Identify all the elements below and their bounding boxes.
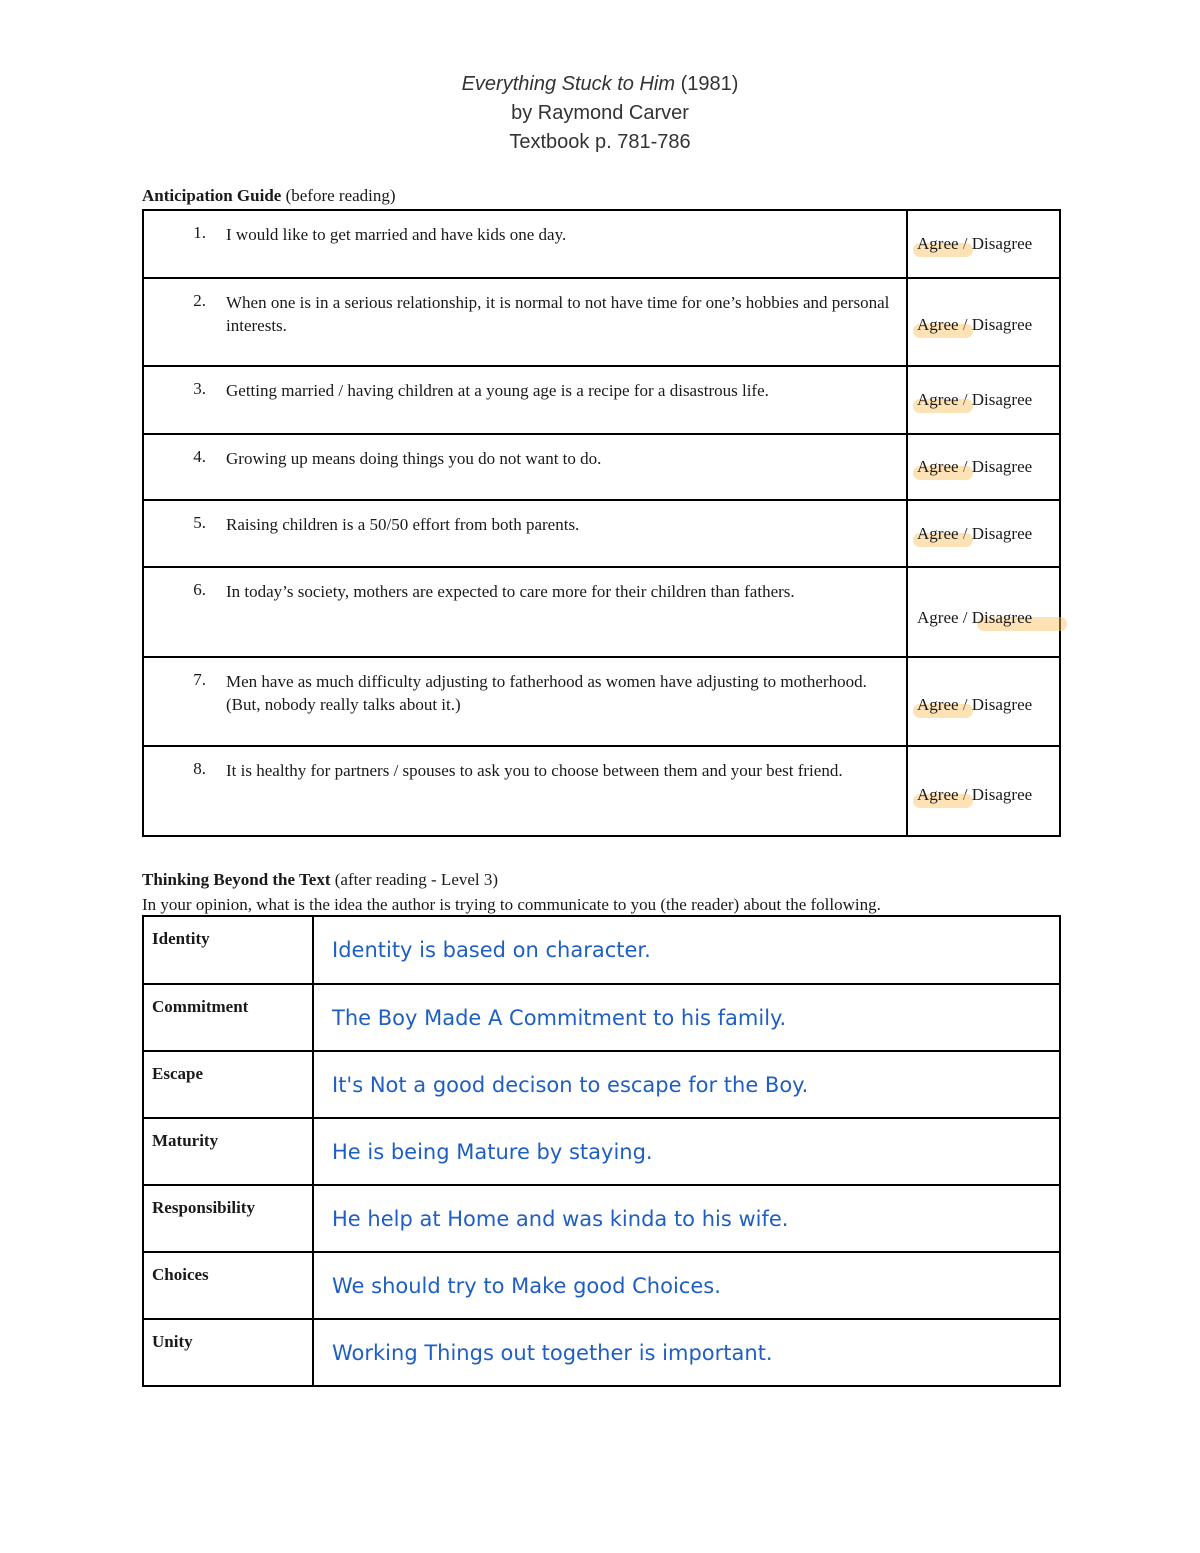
agree-disagree-cell[interactable] [907, 366, 1060, 434]
statement-text: Getting married / having children at a young age is a recipe for a disastrous life. [226, 381, 769, 400]
story-title: Everything Stuck to Him [461, 73, 676, 95]
guide-row [143, 500, 1060, 567]
thinking-row [143, 1252, 1060, 1319]
separator: / [962, 390, 968, 409]
guide-row [143, 366, 1060, 434]
theme-label: Unity [143, 1319, 313, 1386]
thinking-row [143, 1185, 1060, 1252]
disagree-option[interactable]: Disagree [971, 695, 1033, 714]
agree-option[interactable]: Agree [917, 457, 959, 476]
thinking-title: Thinking Beyond the Text [142, 870, 331, 889]
statement-cell [143, 657, 907, 746]
theme-label: Responsibility [143, 1185, 313, 1252]
answer-text[interactable]: We should try to Make good Choices. [313, 1252, 1060, 1319]
guide-row [143, 210, 1060, 278]
separator: / [962, 695, 968, 714]
textbook-pages: Textbook p. 781-786 [509, 131, 691, 153]
statement-number: 6. [193, 580, 206, 599]
separator: / [962, 457, 968, 476]
statement-text: When one is in a serious relationship, it is normal to not have time for one’s hobbies and personal interests. [226, 293, 890, 335]
disagree-option[interactable]: Disagree [971, 234, 1033, 253]
thinking-subtitle: (after reading - Level 3) [334, 870, 499, 889]
answer-text[interactable]: It's Not a good decison to escape for the Boy. [313, 1051, 1060, 1118]
statement-text: Raising children is a 50/50 effort from both parents. [226, 515, 580, 534]
thinking-table [142, 915, 1061, 1387]
disagree-option[interactable]: Disagree [971, 390, 1033, 409]
separator: / [962, 523, 968, 543]
theme-label: Maturity [143, 1118, 313, 1185]
agree-option[interactable]: Agree [917, 315, 959, 334]
disagree-option[interactable]: Disagree [971, 523, 1033, 543]
agree-option[interactable]: Agree [917, 390, 959, 409]
agree-disagree-cell[interactable] [907, 434, 1060, 500]
statement-number: 4. [193, 447, 206, 466]
statement-text: Growing up means doing things you do not want to do. [226, 449, 602, 468]
thinking-row [143, 984, 1060, 1051]
thinking-row [143, 1118, 1060, 1185]
guide-row [143, 278, 1060, 366]
statement-number: 7. [193, 670, 206, 689]
anticipation-title: Anticipation Guide [142, 186, 282, 205]
thinking-heading [142, 867, 881, 917]
theme-label: Escape [143, 1051, 313, 1118]
statement-number: 2. [193, 291, 206, 310]
statement-cell [143, 567, 907, 657]
statement-text: In today’s society, mothers are expected to care more for their children than fathers. [226, 582, 795, 601]
thinking-prompt: In your opinion, what is the idea the author is trying to communicate to you (the reader) about the following. [142, 895, 881, 914]
document-header [0, 70, 1200, 157]
theme-label: Commitment [143, 984, 313, 1051]
agree-option[interactable]: Agree [917, 785, 959, 804]
theme-label: Identity [143, 916, 313, 984]
answer-text[interactable]: He is being Mature by staying. [313, 1118, 1060, 1185]
agree-disagree-cell[interactable] [907, 500, 1060, 567]
disagree-option[interactable]: Disagree [971, 457, 1033, 476]
statement-number: 3. [193, 379, 206, 398]
statement-number: 1. [193, 223, 206, 242]
anticipation-heading [142, 186, 396, 206]
agree-option[interactable]: Agree [917, 523, 959, 543]
guide-row [143, 746, 1060, 836]
statement-number: 8. [193, 759, 206, 778]
separator: / [962, 234, 968, 253]
thinking-row [143, 1319, 1060, 1386]
statement-text: Men have as much difficulty adjusting to fatherhood as women have adjusting to motherhood. (But, nobody really talks about it.) [226, 672, 867, 714]
statement-number: 5. [193, 513, 206, 532]
anticipation-table [142, 209, 1061, 837]
separator: / [962, 608, 968, 627]
disagree-option[interactable]: Disagree [971, 315, 1033, 334]
guide-row [143, 434, 1060, 500]
statement-cell [143, 366, 907, 434]
guide-row [143, 657, 1060, 746]
statement-cell [143, 434, 907, 500]
disagree-option[interactable]: Disagree [971, 608, 1033, 627]
thinking-row [143, 916, 1060, 984]
answer-text[interactable]: The Boy Made A Commitment to his family. [313, 984, 1060, 1051]
guide-row [143, 567, 1060, 657]
agree-option[interactable]: Agree [917, 608, 959, 627]
separator: / [962, 785, 968, 804]
disagree-option[interactable]: Disagree [971, 785, 1033, 804]
agree-disagree-cell[interactable] [907, 567, 1060, 657]
statement-cell [143, 500, 907, 567]
statement-cell [143, 746, 907, 836]
author-line: by Raymond Carver [511, 102, 689, 124]
thinking-row [143, 1051, 1060, 1118]
statement-cell [143, 210, 907, 278]
agree-option[interactable]: Agree [917, 695, 959, 714]
statement-cell [143, 278, 907, 366]
answer-text[interactable]: He help at Home and was kinda to his wife. [313, 1185, 1060, 1252]
answer-text[interactable]: Working Things out together is important. [313, 1319, 1060, 1386]
story-year: (1981) [680, 73, 739, 95]
document-title [0, 70, 1200, 99]
agree-disagree-cell[interactable] [907, 746, 1060, 836]
anticipation-subtitle: (before reading) [285, 186, 396, 205]
agree-disagree-cell[interactable] [907, 657, 1060, 746]
statement-text: It is healthy for partners / spouses to ask you to choose between them and your best friend. [226, 761, 843, 780]
separator: / [962, 315, 968, 334]
agree-option[interactable]: Agree [917, 234, 959, 253]
agree-disagree-cell[interactable] [907, 210, 1060, 278]
theme-label: Choices [143, 1252, 313, 1319]
statement-text: I would like to get married and have kids one day. [226, 225, 567, 244]
agree-disagree-cell[interactable] [907, 278, 1060, 366]
answer-text[interactable]: Identity is based on character. [313, 916, 1060, 984]
